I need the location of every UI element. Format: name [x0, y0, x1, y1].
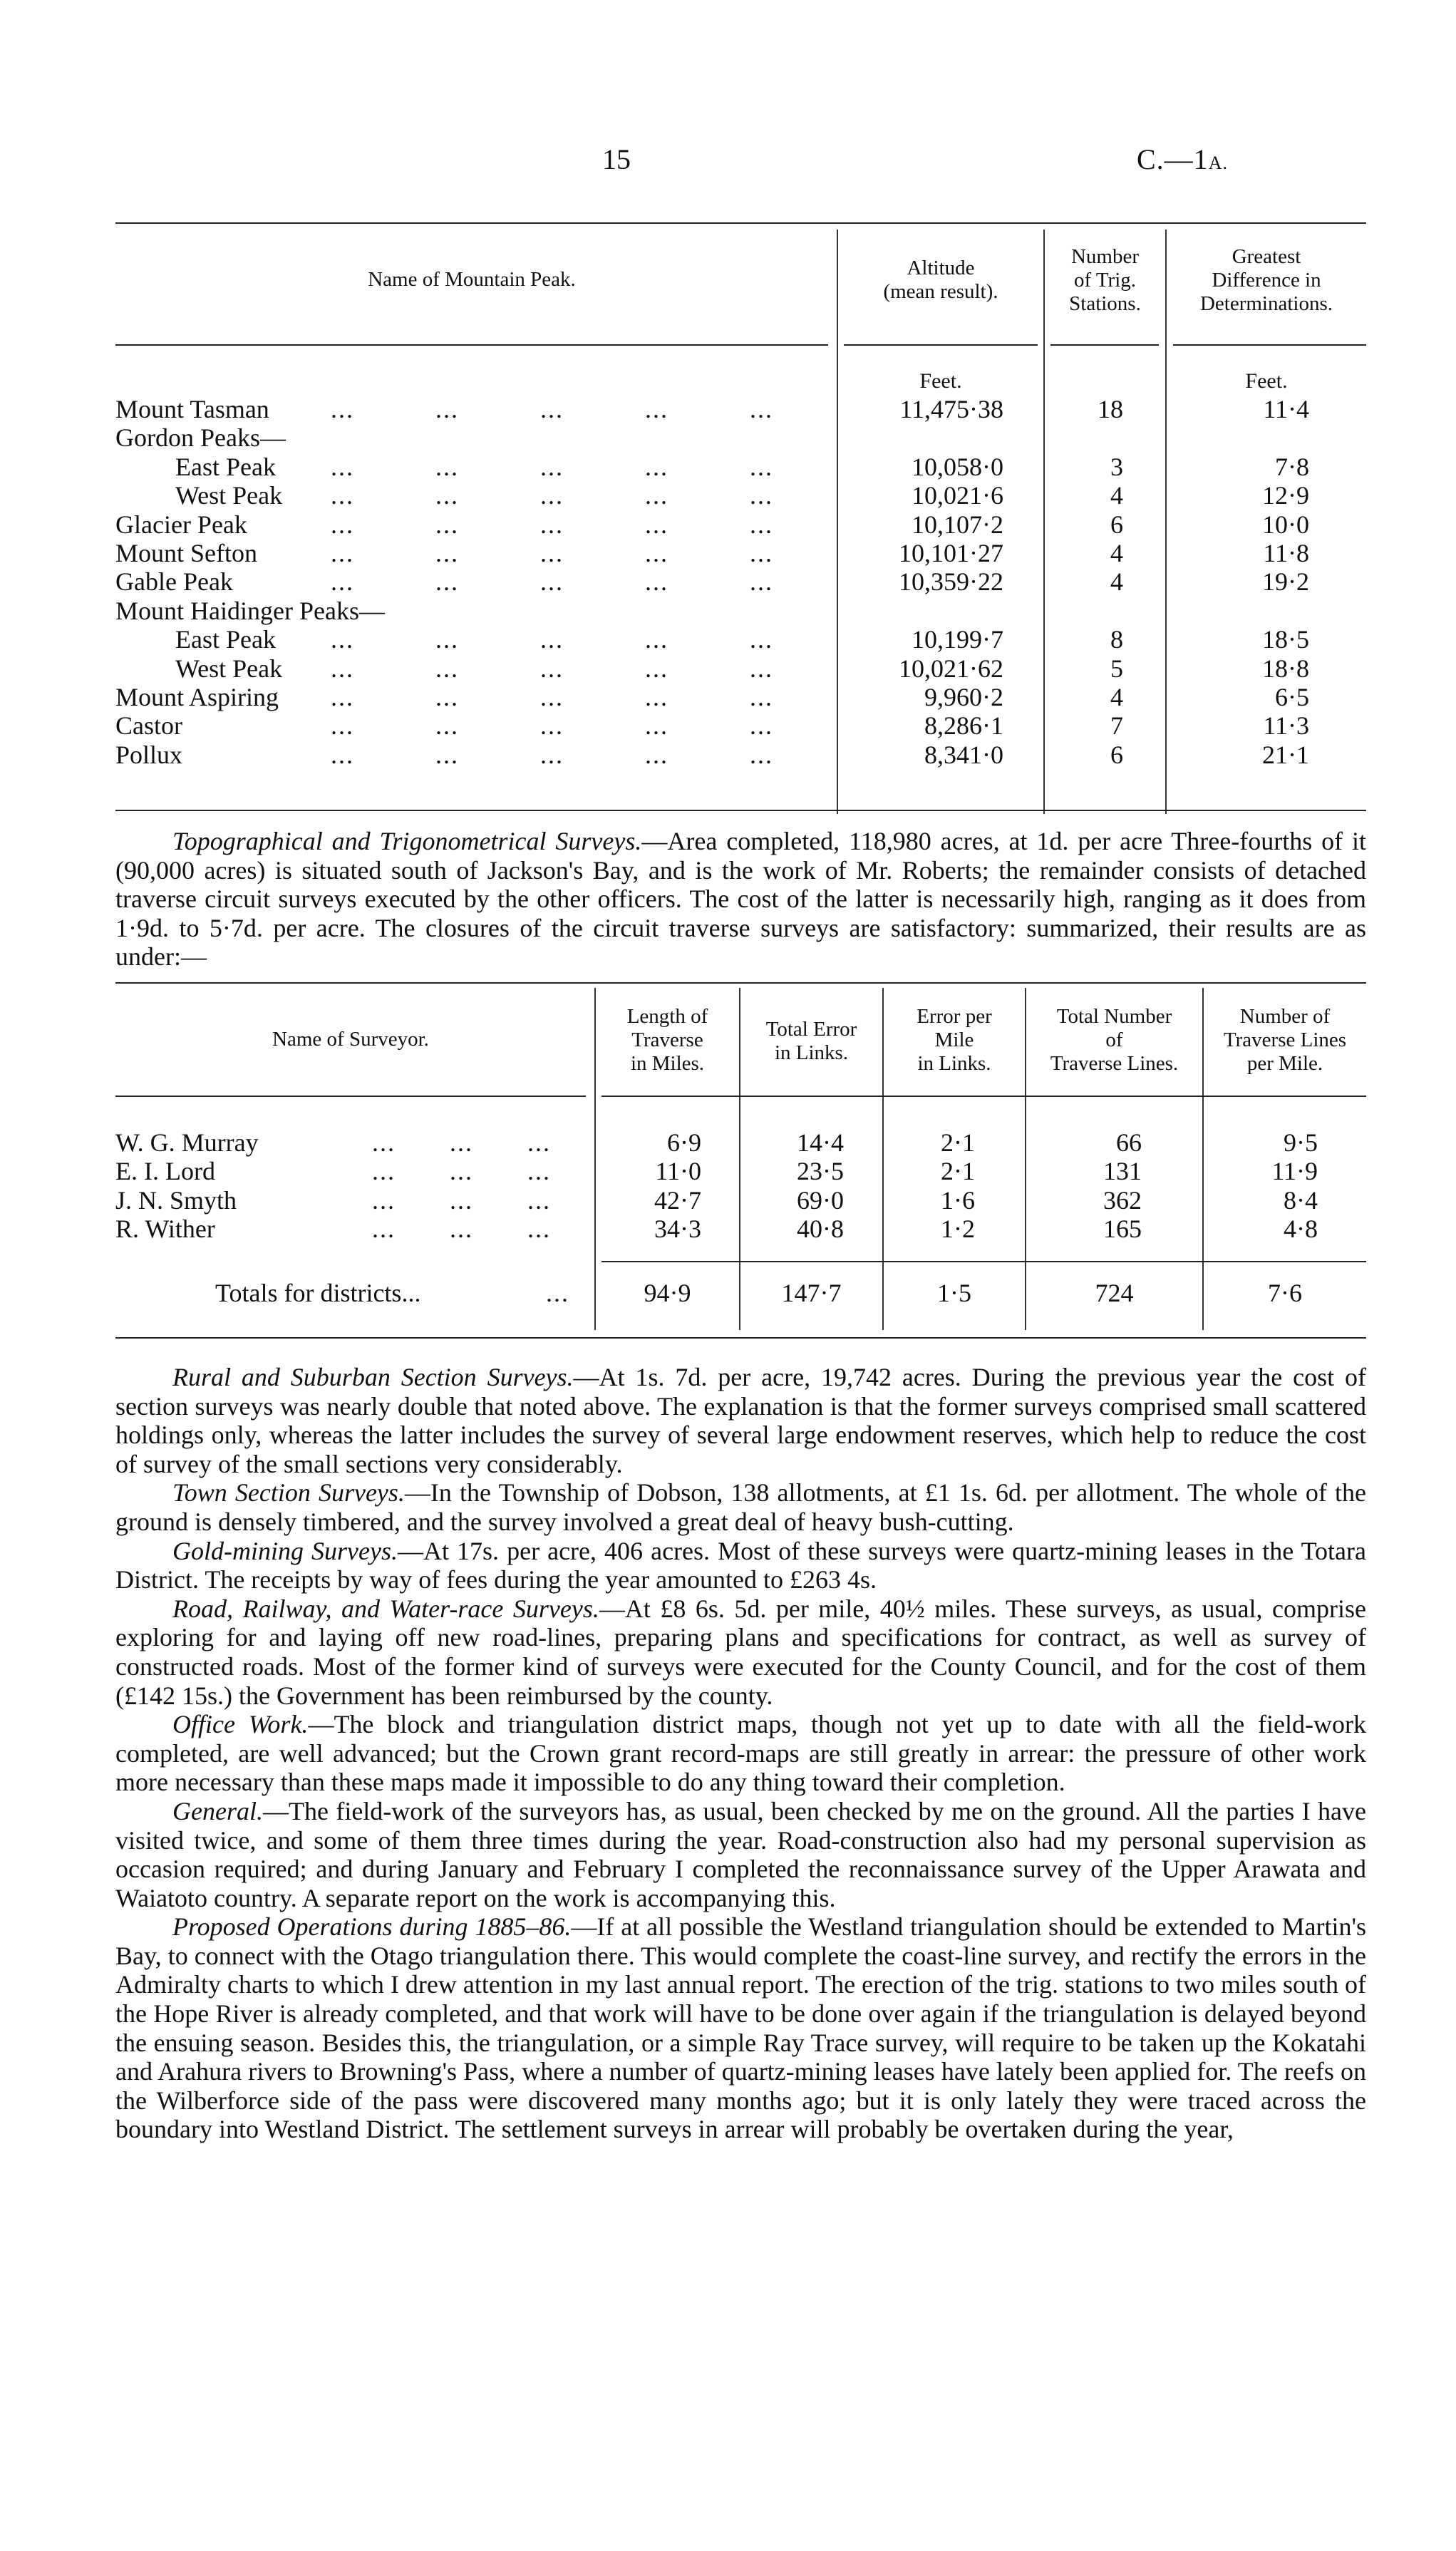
- header-altitude: Altitude (mean result).: [883, 257, 998, 303]
- peak-name: Mount Aspiring: [115, 683, 279, 711]
- table2-header-rule: [115, 1096, 586, 1097]
- peak-name: West Peak: [175, 654, 283, 683]
- table1-header-rule: [115, 344, 828, 346]
- lines-per-mile: 8·4: [1284, 1185, 1318, 1215]
- difference-value: 11·4: [1263, 395, 1309, 423]
- stations-value: 18: [1098, 395, 1123, 423]
- stations-value: 6: [1110, 740, 1123, 769]
- table-row: [115, 683, 1366, 711]
- paragraph-title: General.: [172, 1796, 263, 1825]
- traverse-length: 6·9: [667, 1128, 701, 1157]
- table1-bottom-rule: [115, 810, 1366, 811]
- stations-value: 3: [1110, 452, 1123, 481]
- table-row: [115, 1128, 1366, 1157]
- header-lines-per-mile: Number of Traverse Lines per Mile.: [1223, 1005, 1347, 1075]
- altitude-value: 10,058·0: [912, 452, 1003, 481]
- paragraph-text: —At 1s. 7d. per acre, 19,742 acres. During the previous year the cost of section surveys was nearly double that noted above. The explanation is that the former surveys comprised small scattered holdings only, whereas the latter includes the survey of several large endowment reserves, which help to reduce the cost of survey of the small sections very considerably.: [115, 1363, 1366, 1478]
- peak-name: East Peak: [175, 452, 276, 481]
- leader-dots: ... ... ...: [372, 1215, 551, 1244]
- peak-name: Pollux: [115, 740, 183, 769]
- stations-value: 4: [1110, 567, 1123, 597]
- traverse-length: 42·7: [654, 1185, 701, 1215]
- leader-dots: ... ... ... ... ...: [331, 625, 773, 654]
- peak-name: Gable Peak: [115, 567, 233, 597]
- traverse-length: 11·0: [655, 1157, 701, 1186]
- paragraph: [115, 1537, 1366, 1594]
- peak-name: Gordon Peaks—: [115, 423, 286, 453]
- total-traverse-lines: 165: [1103, 1215, 1142, 1244]
- table1-header-rule: [1173, 344, 1366, 346]
- leader-dots: ...: [546, 1279, 569, 1307]
- paragraph-title: Rural and Suburban Section Surveys.: [172, 1363, 574, 1391]
- surveyor-name: W. G. Murray: [115, 1128, 259, 1157]
- stations-value: 6: [1110, 510, 1123, 539]
- leader-dots: ... ... ... ... ...: [331, 740, 773, 769]
- leader-dots: ... ... ... ... ...: [331, 683, 773, 711]
- total-error: 40·8: [797, 1215, 844, 1244]
- paragraph: [115, 1797, 1366, 1912]
- error-per-mile: 1·2: [941, 1215, 975, 1244]
- stations-value: 4: [1110, 683, 1123, 711]
- table1-header-rule: [844, 344, 1038, 346]
- header-traverse-length: Length of Traverse in Miles.: [626, 1005, 708, 1075]
- altitude-value: 10,021·6: [912, 481, 1003, 510]
- header-greatest-difference: Greatest Difference in Determinations.: [1199, 245, 1333, 315]
- table-row: [115, 654, 1366, 683]
- difference-value: 12·9: [1262, 481, 1309, 510]
- table2-header-rule: [601, 1096, 1366, 1097]
- stations-value: 5: [1110, 654, 1123, 683]
- altitude-value: 8,286·1: [924, 711, 1003, 741]
- total-error: 69·0: [797, 1185, 844, 1215]
- paragraph: [115, 1363, 1366, 1478]
- error-per-mile: 2·1: [941, 1128, 975, 1157]
- stations-value: 4: [1110, 481, 1123, 510]
- peak-name: Glacier Peak: [115, 510, 247, 539]
- total-traverse-lines: 66: [1116, 1128, 1142, 1157]
- table-row: [115, 510, 1366, 539]
- peak-name: East Peak: [175, 625, 276, 654]
- table2-totals-rule: [601, 1261, 1366, 1262]
- surveyor-name: R. Wither: [115, 1215, 215, 1244]
- total-traverse-lines: 724: [1095, 1279, 1134, 1307]
- stations-value: 8: [1110, 625, 1123, 654]
- difference-value: 11·3: [1263, 711, 1309, 741]
- difference-value: 18·8: [1262, 654, 1309, 683]
- difference-value: 11·8: [1263, 539, 1309, 567]
- difference-value: 10·0: [1262, 510, 1309, 539]
- paragraph-text: —At £8 6s. 5d. per mile, 40½ miles. These surveys, as usual, comprise exploring for and laying off new road-lines, preparing plans and specifications for contract, as well as survey of constructed roads. Most of the former kind of surveys were executed for the County Council, and for the cost of them (£142 15s.) the Government has been reimbursed by the county.: [115, 1594, 1366, 1710]
- page-number: 15: [602, 143, 631, 175]
- peak-name: Mount Haidinger Peaks—: [115, 596, 385, 625]
- paragraph-title: Proposed Operations during 1885–86.: [172, 1912, 572, 1942]
- header-total-traverse-lines: Total Number of Traverse Lines.: [1050, 1005, 1179, 1075]
- peak-name: Castor: [115, 711, 182, 741]
- error-per-mile: 1·6: [941, 1185, 975, 1215]
- paragraph-topographical-surveys: [115, 827, 1366, 972]
- total-error: 147·7: [781, 1279, 842, 1307]
- paragraph-text: —If at all possible the Westland triangulation should be extended to Martin's Bay, to connect with the Otago triangulation there. This would complete the coast-line survey, and rectify the errors in the Admiralty charts to which I drew attention in my last annual report. The erection of the trig. stations to two miles south of the Hope River is already completed, and that work will have to be done over again if the triangulation is delayed beyond the ensuing season. Besides this, the triangulation, or a simple Ray Trace survey, will require to be taken up the Kokatahi and Arahura rivers to Browning's Pass, where a number of quartz-mining leases have lately been applied for. The reefs on the Wilberforce side of the pass were discovered many months ago; but it is only lately they were traced across the boundary into Westland District. The settlement surveys in arrear will probably be overtaken during the year,: [115, 1912, 1366, 2144]
- altitude-value: 8,341·0: [924, 740, 1003, 769]
- difference-value: 18·5: [1262, 625, 1309, 654]
- difference-value: 6·5: [1275, 683, 1309, 711]
- paragraph: [115, 1710, 1366, 1797]
- table1-header-rule: [1050, 344, 1159, 346]
- paragraph-title: Road, Railway, and Water-race Surveys.: [172, 1594, 599, 1623]
- paragraph-text: —The block and triangulation district maps, though not yet up to date with all the field-work completed, are well advanced; but the Crown grant record-maps are still greatly in arrear: the pressure of other work more necessary than these maps made it impossible to do any thing toward their completion.: [115, 1710, 1367, 1797]
- paragraph-text: —At 17s. per acre, 406 acres. Most of these surveys were quartz-mining leases in the Totara District. The receipts by way of fees during the year amounted to £263 4s.: [115, 1536, 1366, 1594]
- table-row: [115, 625, 1366, 654]
- leader-dots: ... ... ...: [372, 1128, 551, 1157]
- header-total-error: Total Error in Links.: [765, 1018, 857, 1064]
- table-group-row: [115, 597, 1366, 625]
- paragraph-title: Office Work.: [172, 1710, 309, 1739]
- error-per-mile: 2·1: [941, 1157, 975, 1186]
- altitude-value: 10,021·62: [899, 654, 1003, 683]
- peak-name: Mount Sefton: [115, 539, 258, 567]
- total-traverse-lines: 362: [1103, 1185, 1142, 1215]
- table-row: [115, 453, 1366, 481]
- altitude-value: 10,107·2: [912, 510, 1003, 539]
- header-peak-name: Name of Mountain Peak.: [368, 268, 576, 291]
- altitude-value: 10,101·27: [899, 539, 1003, 567]
- table2-bottom-rule: [115, 1337, 1366, 1339]
- difference-value: 19·2: [1262, 567, 1309, 597]
- table-row: [115, 395, 1366, 423]
- leader-dots: ... ... ... ... ...: [331, 567, 773, 597]
- lines-per-mile: 9·5: [1284, 1128, 1318, 1157]
- leader-dots: ... ... ... ... ...: [331, 395, 773, 423]
- lines-per-mile: 4·8: [1284, 1215, 1318, 1244]
- table1-top-rule: [115, 222, 1366, 224]
- difference-value: 21·1: [1262, 740, 1309, 769]
- header-error-per-mile: Error per Mile in Links.: [917, 1005, 992, 1075]
- stations-value: 7: [1110, 711, 1123, 741]
- total-lines-per-mile: 7·6: [1268, 1279, 1302, 1307]
- leader-dots: ... ... ... ... ...: [331, 510, 773, 539]
- lines-per-mile: 11·9: [1271, 1157, 1318, 1186]
- leader-dots: ... ... ... ... ...: [331, 654, 773, 683]
- table-row: [115, 481, 1366, 510]
- table-row: [115, 741, 1366, 769]
- altitude-value: 11,475·38: [899, 395, 1003, 423]
- header-surveyor-name: Name of Surveyor.: [272, 1028, 429, 1051]
- totals-label: Totals for districts...: [215, 1279, 421, 1307]
- surveyor-name: J. N. Smyth: [115, 1185, 237, 1215]
- table-group-row: [115, 423, 1366, 452]
- leader-dots: ... ... ... ... ...: [331, 481, 773, 510]
- leader-dots: ... ... ...: [372, 1157, 551, 1186]
- table-row: [115, 1186, 1366, 1215]
- table2-top-rule: [115, 982, 1366, 984]
- paragraph-title: Town Section Surveys.: [172, 1478, 405, 1508]
- stations-value: 4: [1110, 539, 1123, 567]
- total-error: 23·5: [797, 1157, 844, 1186]
- total-traverse-lines: 131: [1103, 1157, 1142, 1186]
- paragraph: [115, 1478, 1366, 1536]
- altitude-value: 10,359·22: [899, 567, 1003, 597]
- paragraph: [115, 1594, 1366, 1710]
- peak-name: West Peak: [175, 481, 283, 510]
- difference-unit: Feet.: [1245, 369, 1288, 393]
- paragraph-text: —Area completed, 118,980 acres, at 1d. per acre Three-fourths of it (90,000 acres) is situated south of Jackson's Bay, and is the work of Mr. Roberts; the remainder consists of detached traverse circuit surveys executed by the other officers. The cost of the latter is necessarily high, ranging as it does from 1·9d. to 5·7d. per acre. The closures of the circuit traverse surveys are satisfactory: summarized, their results are as under:—: [115, 827, 1367, 972]
- leader-dots: ... ... ... ... ...: [331, 711, 773, 741]
- table-row: [115, 1215, 1366, 1243]
- paragraph-text: —The field-work of the surveyors has, as usual, been checked by me on the ground. All the parties I have visited twice, and some of them three times during the year. Road-construction also had my personal supervision as occasion required; and during January and February I completed the reconnaissance survey of the Upper Arawata and Waiatoto country. A separate report on the work is accompanying this.: [115, 1796, 1366, 1912]
- leader-dots: ... ... ... ... ...: [331, 539, 773, 567]
- body-paragraphs: [115, 1363, 1366, 2144]
- altitude-unit: Feet.: [919, 369, 962, 393]
- traverse-length: 34·3: [654, 1215, 701, 1244]
- document-reference: C.—1A.: [1137, 143, 1228, 175]
- peak-name: Mount Tasman: [115, 395, 269, 423]
- header-trig-stations: Number of Trig. Stations.: [1069, 245, 1141, 315]
- difference-value: 7·8: [1275, 452, 1309, 481]
- table-row: [115, 567, 1366, 596]
- table-row: [115, 539, 1366, 567]
- table-row: [115, 711, 1366, 740]
- totals-row: [115, 1279, 1366, 1307]
- paragraph: [115, 1912, 1366, 2144]
- total-error: 14·4: [797, 1128, 844, 1157]
- leader-dots: ... ... ...: [372, 1185, 551, 1215]
- paragraph-title: Topographical and Trigonometrical Surveys.: [172, 827, 642, 855]
- altitude-value: 9,960·2: [924, 683, 1003, 711]
- altitude-value: 10,199·7: [912, 625, 1003, 654]
- total-error-per-mile: 1·5: [937, 1279, 971, 1307]
- table-row: [115, 1157, 1366, 1185]
- paragraph-text: —In the Township of Dobson, 138 allotments, at £1 1s. 6d. per allotment. The whole of the ground is densely timbered, and the survey involved a great deal of heavy bush-cutting.: [115, 1478, 1366, 1536]
- paragraph-title: Gold-mining Surveys.: [172, 1536, 398, 1565]
- leader-dots: ... ... ... ... ...: [331, 452, 773, 481]
- surveyor-name: E. I. Lord: [115, 1157, 215, 1186]
- total-length: 94·9: [644, 1279, 691, 1307]
